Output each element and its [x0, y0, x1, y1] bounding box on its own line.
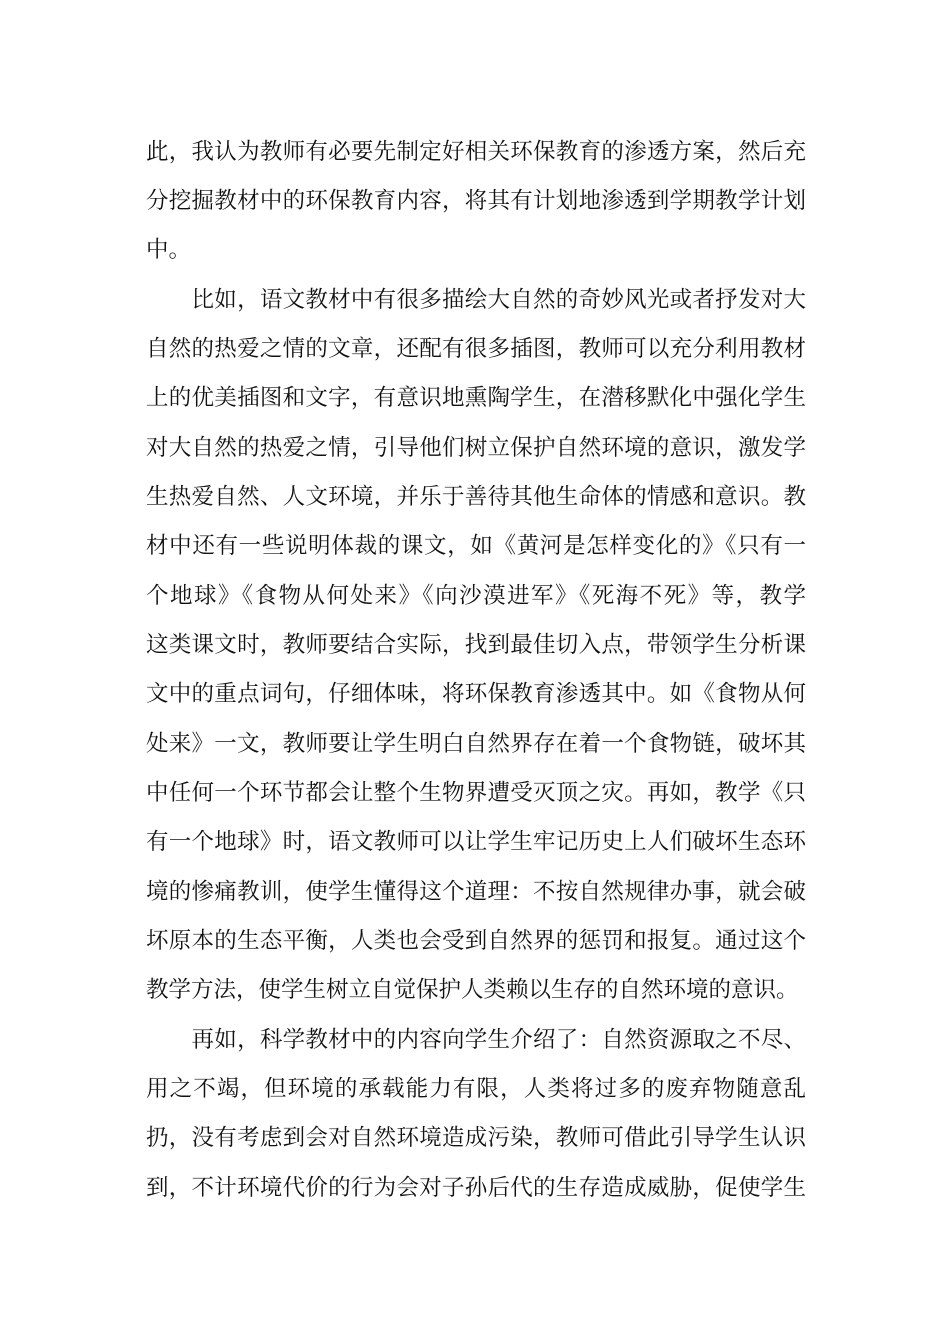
text-line: 文中的重点词句，仔细体味，将环保教育渗透其中。如《食物从何 — [146, 681, 806, 707]
text-line: 分挖掘教材中的环保教育内容，将其有计划地渗透到学期教学计划 — [146, 188, 806, 214]
text-line: 自然的热爱之情的文章，还配有很多插图，教师可以充分利用教材 — [146, 336, 806, 362]
text-line: 比如，语文教材中有很多描绘大自然的奇妙风光或者抒发对大 — [146, 287, 806, 313]
text-line: 生热爱自然、人文环境，并乐于善待其他生命体的情感和意识。教 — [146, 484, 806, 510]
text-line: 材中还有一些说明体裁的课文，如《黄河是怎样变化的》《只有一 — [146, 533, 806, 559]
text-line: 扔，没有考虑到会对自然环境造成污染，教师可借此引导学生认识 — [146, 1125, 806, 1151]
text-line: 用之不竭，但环境的承载能力有限，人类将过多的废弃物随意乱 — [146, 1076, 806, 1102]
text-line: 此，我认为教师有必要先制定好相关环保教育的渗透方案，然后充 — [146, 139, 806, 165]
text-line: 处来》一文，教师要让学生明白自然界存在着一个食物链，破坏其 — [146, 731, 806, 757]
text-line: 再如，科学教材中的内容向学生介绍了：自然资源取之不尽、 — [146, 1027, 806, 1053]
text-line: 境的惨痛教训，使学生懂得这个道理：不按自然规律办事，就会破 — [146, 879, 806, 905]
text-line: 上的优美插图和文字，有意识地熏陶学生，在潜移默化中强化学生 — [146, 385, 806, 411]
text-line: 教学方法，使学生树立自觉保护人类赖以生存的自然环境的意识。 — [146, 977, 799, 1003]
text-line: 中。 — [146, 237, 192, 263]
text-line: 这类课文时，教师要结合实际，找到最佳切入点，带领学生分析课 — [146, 632, 806, 658]
text-line: 对大自然的热爱之情，引导他们树立保护自然环境的意识，激发学 — [146, 435, 806, 461]
text-line: 个地球》《食物从何处来》《向沙漠进军》《死海不死》等，教学 — [146, 583, 806, 609]
text-line: 坏原本的生态平衡，人类也会受到自然界的惩罚和报复。通过这个 — [146, 928, 806, 954]
text-line: 中任何一个环节都会让整个生物界遭受灭顶之灾。再如，教学《只 — [146, 780, 806, 806]
text-line: 有一个地球》时，语文教师可以让学生牢记历史上人们破坏生态环 — [146, 829, 806, 855]
text-line: 到，不计环境代价的行为会对子孙后代的生存造成威胁，促使学生 — [146, 1175, 806, 1201]
